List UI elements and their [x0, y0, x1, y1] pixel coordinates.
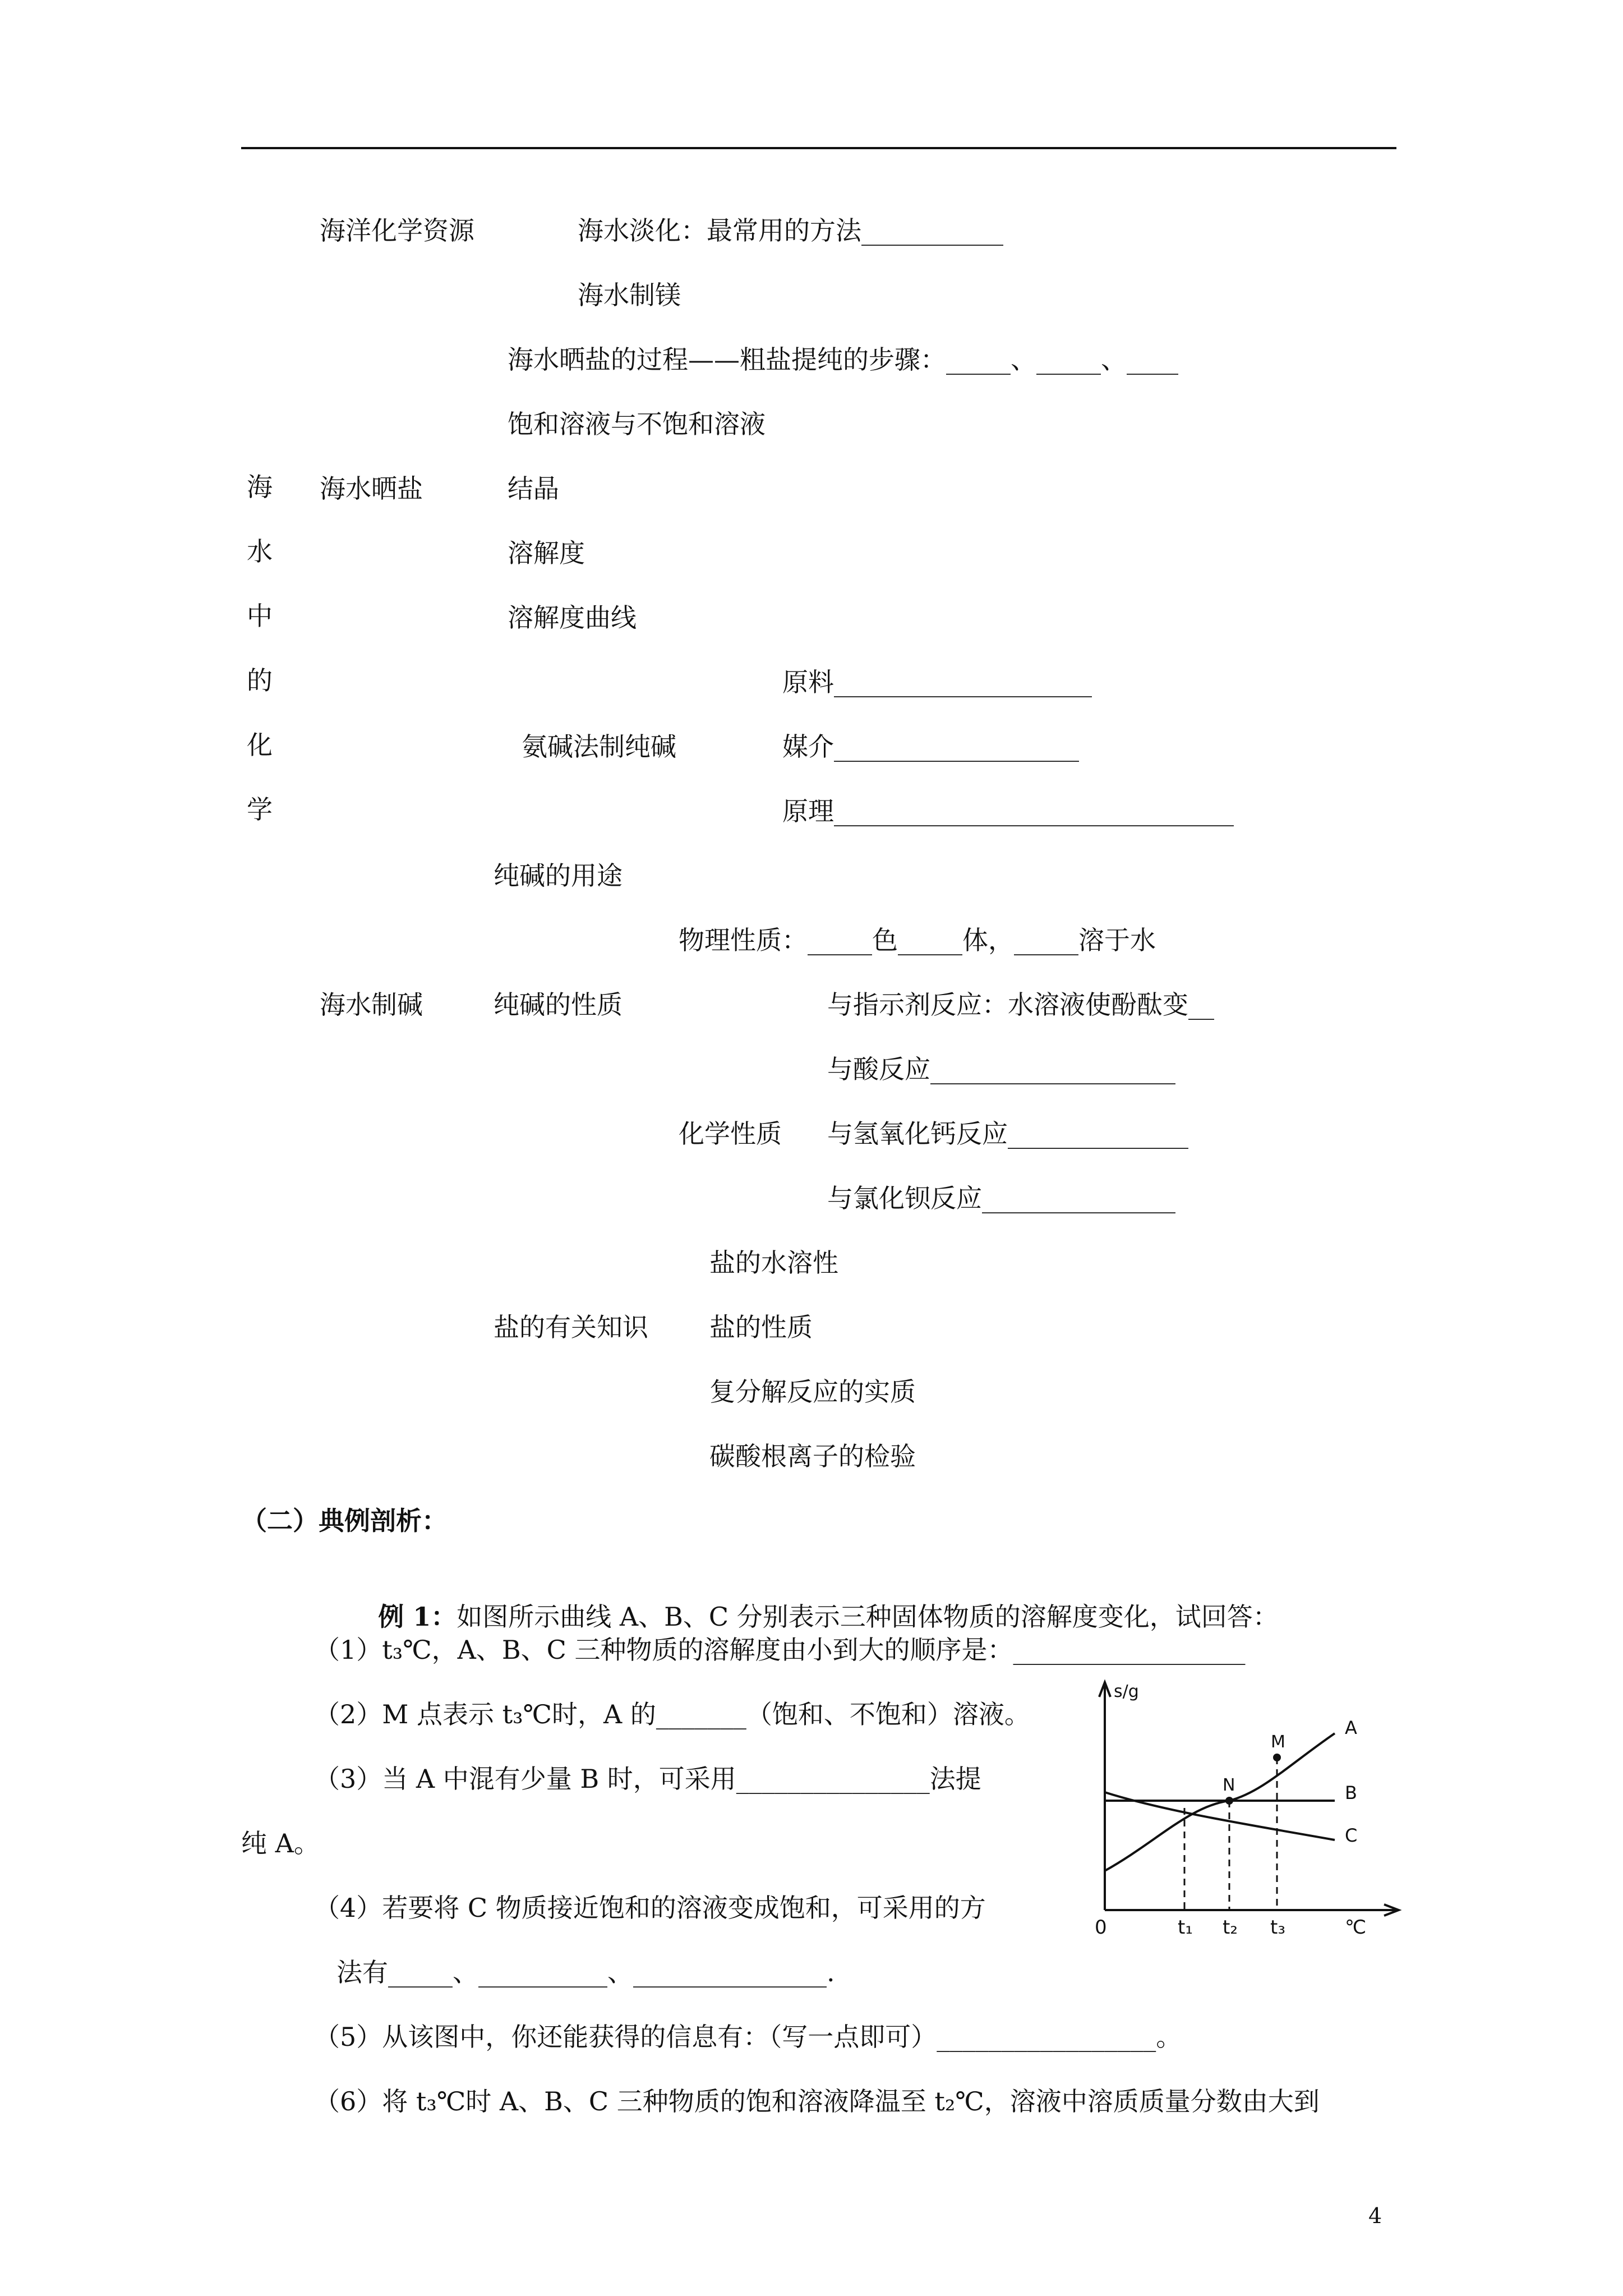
soda-properties-label: 纯碱的性质: [494, 990, 623, 1020]
root-char-5: 化: [247, 730, 273, 760]
solubility-graph: [1088, 1674, 1408, 1944]
question-4a: （4）若要将 C 物质接近饱和的溶液变成饱和，可采用的方: [314, 1893, 986, 1923]
principle-line: 原理_______________________________: [782, 796, 1234, 826]
root-char-3: 中: [247, 601, 273, 631]
chemical-properties-label: 化学性质: [679, 1119, 782, 1149]
solubility-curve-line: 溶解度曲线: [508, 602, 637, 633]
point-n: [1225, 1797, 1233, 1805]
example-intro-line: [362, 1570, 1279, 1632]
magnesium-line: 海水制镁: [578, 280, 681, 310]
ocean-resources-label: 海洋化学资源: [320, 215, 474, 246]
medium-line: 媒介___________________: [782, 731, 1079, 762]
calcium-reaction-line: 与氢氧化钙反应______________: [827, 1119, 1188, 1149]
question-2: （2）M 点表示 t₃℃时，A 的_______（饱和、不饱和）溶液。: [314, 1699, 1030, 1729]
soda-uses-line: 纯碱的用途: [494, 861, 623, 891]
question-3a: （3）当 A 中混有少量 B 时，可采用_______________法提: [314, 1764, 981, 1794]
point-n-label: N: [1223, 1775, 1235, 1795]
curve-c-label: C: [1345, 1825, 1358, 1846]
origin-label: 0: [1095, 1916, 1107, 1939]
header-rule: [241, 147, 1396, 149]
x-unit-label: ℃: [1345, 1916, 1367, 1939]
acid-reaction-line: 与酸反应___________________: [827, 1054, 1175, 1084]
saturated-line: 饱和溶液与不饱和溶液: [508, 409, 766, 439]
raw-material-line: 原料____________________: [782, 667, 1092, 697]
point-m: [1273, 1754, 1281, 1761]
root-char-6: 学: [247, 794, 273, 825]
indicator-reaction-line: 与指示剂反应：水溶液使酚酞变__: [827, 990, 1214, 1020]
salt-knowledge-label: 盐的有关知识: [494, 1312, 648, 1342]
sea-salt-label: 海水晒盐: [320, 473, 423, 504]
salt-item-double-decomposition: 复分解反应的实质: [709, 1377, 916, 1407]
question-4b: 法有_____、__________、_______________.: [336, 1957, 835, 1987]
curve-b-label: B: [1345, 1782, 1357, 1803]
curve-c: [1105, 1792, 1335, 1840]
curve-a-label: A: [1345, 1717, 1357, 1738]
root-char-4: 的: [247, 665, 273, 696]
section-title: （二）典例剖析：: [241, 1506, 448, 1536]
desalination-line: 海水淡化：最常用的方法___________: [578, 215, 1003, 246]
salt-item-properties: 盐的性质: [709, 1312, 813, 1342]
root-char-2: 水: [247, 536, 273, 567]
example-intro: 如图所示曲线 A、B、C 分别表示三种固体物质的溶解度变化，试回答：: [457, 1602, 1279, 1632]
y-axis-label: s/g: [1114, 1682, 1139, 1701]
question-1: （1）t₃℃，A、B、C 三种物质的溶解度由小到大的顺序是：__________________: [314, 1635, 1246, 1665]
tick-t3: t₃: [1270, 1916, 1285, 1939]
tick-t1: t₁: [1178, 1916, 1193, 1939]
question-3b: 纯 A。: [241, 1828, 320, 1858]
soda-making-label: 海水制碱: [320, 990, 423, 1020]
salt-steps-line: 海水晒盐的过程——粗盐提纯的步骤：_____、_____、____: [508, 344, 1178, 375]
crystallization-line: 结晶: [508, 473, 559, 504]
point-m-label: M: [1271, 1732, 1285, 1752]
solubility-line: 溶解度: [508, 538, 585, 568]
question-6: （6）将 t₃℃时 A、B、C 三种物质的饱和溶液降温至 t₂℃，溶液中溶质质量分数由大到: [314, 2086, 1320, 2116]
salt-item-carbonate-test: 碳酸根离子的检验: [709, 1441, 916, 1471]
question-5: （5）从该图中，你还能获得的信息有：（写一点即可）_________________。: [314, 2022, 1182, 2052]
page-number: 4: [1368, 2203, 1382, 2228]
tick-t2: t₂: [1223, 1916, 1238, 1939]
root-char-1: 海: [247, 472, 273, 502]
salt-item-solubility: 盐的水溶性: [709, 1248, 838, 1278]
barium-reaction-line: 与氯化钡反应_______________: [827, 1183, 1175, 1213]
example-label: 例 1：: [378, 1602, 457, 1632]
physical-properties-line: 物理性质：_____色_____体，_____溶于水: [679, 925, 1156, 955]
ammonia-soda-label: 氨碱法制纯碱: [522, 731, 676, 762]
